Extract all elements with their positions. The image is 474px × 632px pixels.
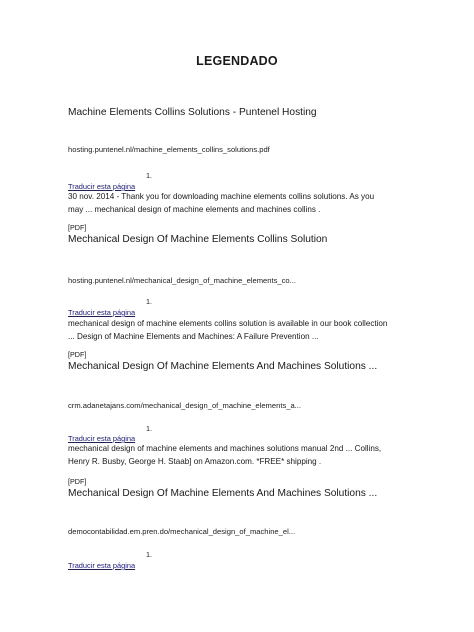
result-url[interactable]: hosting.puntenel.nl/machine_elements_collins_solutions.pdf: [68, 145, 270, 154]
translate-link[interactable]: Traducir esta página: [68, 434, 136, 443]
snippet-line: mechanical design of machine elements collins solution is available in our book collection: [68, 319, 388, 328]
result-url[interactable]: hosting.puntenel.nl/mechanical_design_of_machine_elements_co...: [68, 276, 296, 285]
result-snippet: [68, 318, 408, 344]
result-url[interactable]: crm.adanetajans.com/mechanical_design_of_machine_elements_a...: [68, 401, 302, 410]
result-snippet: [68, 443, 408, 469]
result-url[interactable]: democontabilidad.em.pren.do/mechanical_design_of_machine_el...: [68, 527, 296, 536]
pdf-tag: [PDF]: [68, 223, 87, 232]
result-title[interactable]: Mechanical Design Of Machine Elements And Machines Solutions ...: [68, 361, 378, 372]
result-title[interactable]: Machine Elements Collins Solutions - Puntenel Hosting: [68, 107, 317, 118]
result-number: 1.: [146, 171, 152, 180]
pdf-tag: [PDF]: [68, 477, 87, 486]
result-title[interactable]: Mechanical Design Of Machine Elements And Machines Solutions ...: [68, 488, 378, 499]
translate-link[interactable]: Traducir esta página: [68, 561, 136, 570]
result-snippet: [68, 191, 408, 217]
translate-link[interactable]: Traducir esta página: [68, 308, 136, 317]
result-number: 1.: [146, 424, 152, 433]
snippet-line: 30 nov. 2014 - Thank you for downloading machine elements collins solutions. As you: [68, 192, 375, 201]
result-title[interactable]: Mechanical Design Of Machine Elements Collins Solution: [68, 234, 328, 245]
snippet-line: mechanical design of machine elements and machines solutions manual 2nd ... Collins,: [68, 444, 382, 453]
snippet-line: may ... mechanical design of machine elements and machines collins .: [68, 204, 321, 214]
result-number: 1.: [146, 297, 152, 306]
result-number: 1.: [146, 550, 152, 559]
pdf-tag: [PDF]: [68, 350, 87, 359]
translate-link[interactable]: Traducir esta página: [68, 182, 136, 191]
document-title: LEGENDADO: [196, 54, 278, 68]
snippet-line: ... Design of Machine Elements and Machines: A Failure Prevention ...: [68, 331, 319, 341]
snippet-line: Henry R. Busby, George H. Staab] on Amazon.com. *FREE* shipping .: [68, 456, 322, 466]
